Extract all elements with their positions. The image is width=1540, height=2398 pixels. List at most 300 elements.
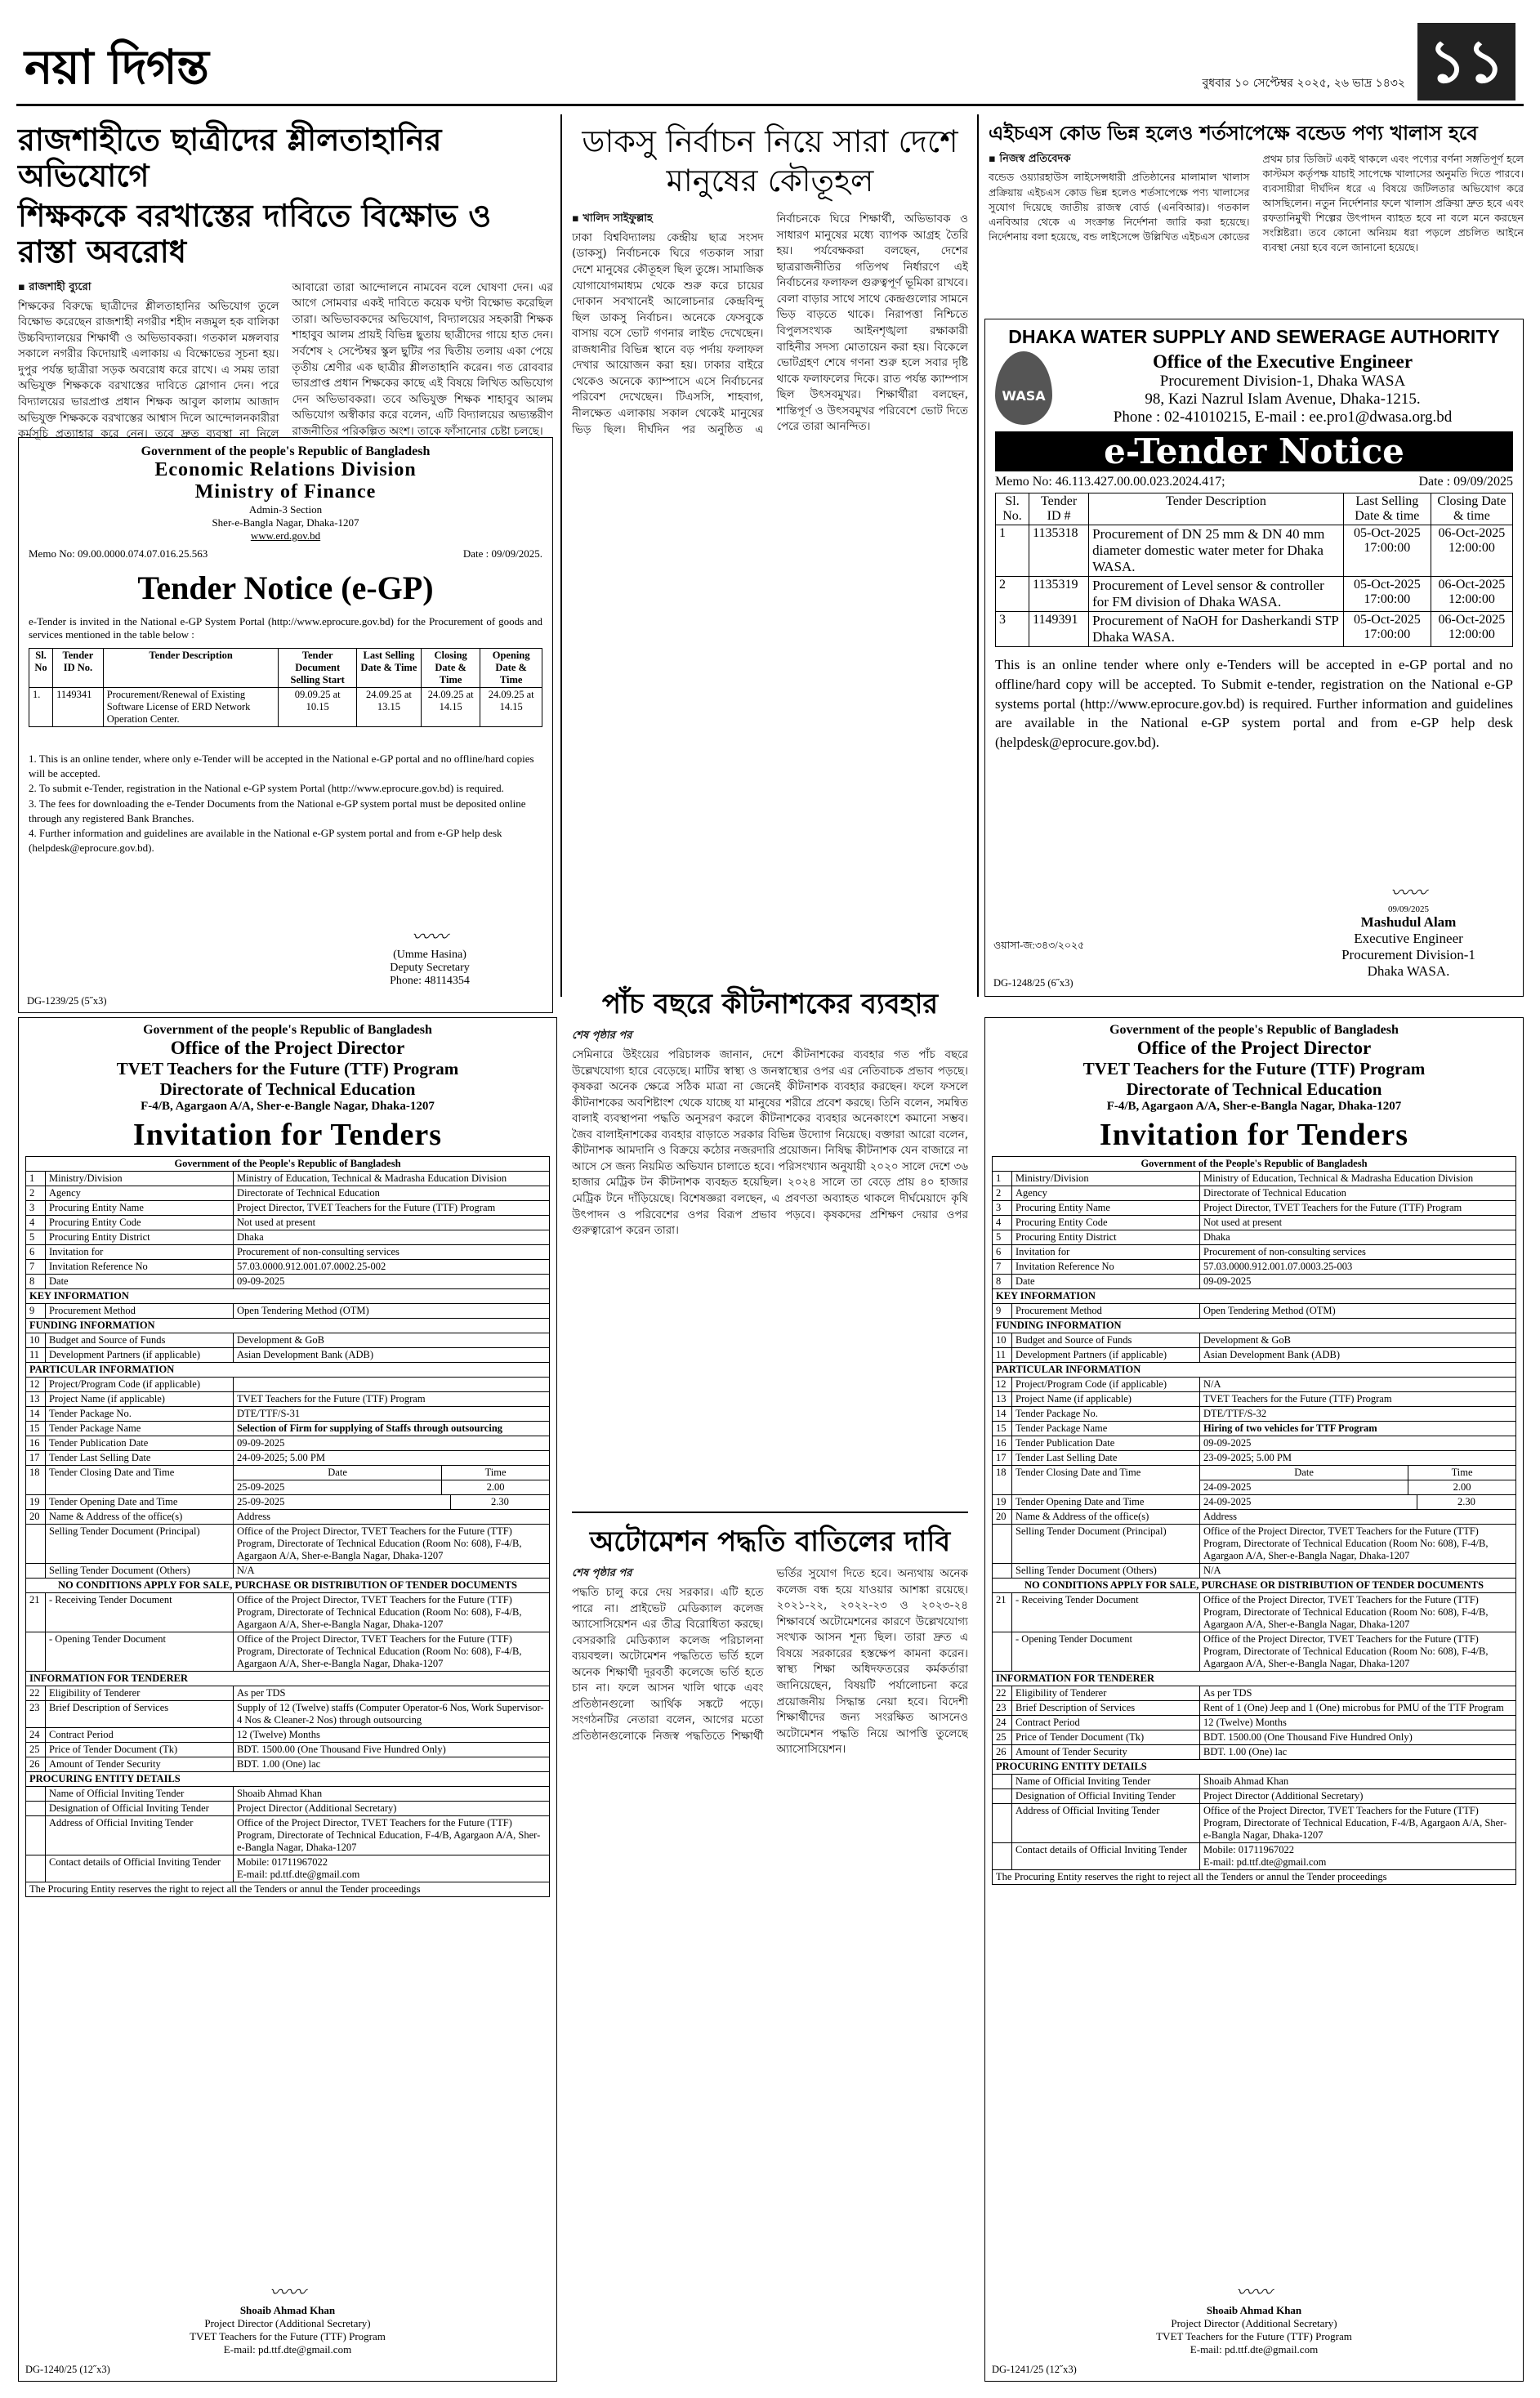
signature-icon: 〰〰 bbox=[411, 927, 448, 948]
section-label: FUNDING INFORMATION bbox=[26, 1319, 550, 1333]
reject-note: The Procuring Entity reserves the right to reject all the Tenders or annul the Tender proceedings bbox=[26, 1882, 550, 1897]
table-row bbox=[26, 1304, 550, 1319]
row-value: 09-09-2025 bbox=[234, 1275, 550, 1289]
erd-note: 4. Further information and guidelines are available in the National e-GP system portal and from e-GP help desk (helpdesk@eprocure.gov.bd). bbox=[29, 826, 502, 855]
masthead bbox=[16, 16, 1524, 106]
ttf-address: F-4/B, Agargaon A/A, Sher-e-Bangla Nagar, Dhaka-1207 bbox=[1106, 1100, 1402, 1113]
row-value: Mobile: 01711967022 E-mail: pd.ttf.dte@gmail.com bbox=[234, 1855, 550, 1882]
ttf-directorate: Directorate of Technical Education bbox=[1126, 1079, 1382, 1099]
ttf-title: Invitation for Tenders bbox=[1099, 1118, 1409, 1152]
wasa-td: 1135318 bbox=[1029, 525, 1089, 577]
date-header: Date bbox=[1200, 1466, 1408, 1480]
erd-table bbox=[29, 648, 542, 727]
table-row bbox=[993, 1451, 1516, 1466]
ttf-gov: Government of the people's Republic of Bangladesh bbox=[1109, 1023, 1399, 1037]
row-num: 14 bbox=[993, 1407, 1012, 1422]
row-value: Office of the Project Director, TVET Teachers for the Future (TTF) Program, Directorate of Technical Education, F-4/B, Agargaon A/A, Sher-e-Bangla Nagar, Dhaka-1207 bbox=[234, 1816, 550, 1855]
row-num: 8 bbox=[993, 1275, 1012, 1289]
ttf-signer-email: E-mail: pd.ttf.dte@gmail.com bbox=[223, 2343, 352, 2356]
ttf-signature-block bbox=[19, 2279, 556, 2356]
table-row bbox=[993, 1632, 1516, 1672]
table-row bbox=[26, 1201, 550, 1216]
table-row bbox=[26, 1816, 550, 1855]
wasa-division: Procurement Division-1, Dhaka WASA bbox=[1159, 373, 1406, 390]
row-label: Selling Tender Document (Principal) bbox=[46, 1525, 234, 1564]
table-row bbox=[26, 1245, 550, 1260]
row-label: Procuring Entity District bbox=[1012, 1230, 1200, 1245]
table-row bbox=[26, 1802, 550, 1816]
table-row bbox=[26, 1186, 550, 1201]
table-row bbox=[26, 1757, 550, 1772]
table-row bbox=[26, 1564, 550, 1579]
story-body bbox=[989, 152, 1524, 295]
time-header: Time bbox=[1408, 1466, 1515, 1480]
table-row bbox=[993, 1275, 1516, 1289]
opening-time: 2.30 bbox=[491, 1496, 509, 1507]
table-row bbox=[993, 1564, 1516, 1579]
row-num: 26 bbox=[26, 1757, 46, 1772]
row-num: 16 bbox=[993, 1436, 1012, 1451]
headline: ডাকসু নির্বাচন নিয়ে সারা দেশে মানুষের কৌতূহল bbox=[582, 123, 958, 199]
row-label: Name & Address of the office(s) bbox=[1012, 1510, 1200, 1525]
row-num: 22 bbox=[26, 1686, 46, 1701]
row-num: 24 bbox=[993, 1716, 1012, 1730]
wasa-td: 05-Oct-2025 17:00:00 bbox=[1343, 577, 1431, 612]
erd-th: Closing Date & Time bbox=[421, 649, 480, 688]
row-num: 15 bbox=[26, 1422, 46, 1436]
section-label: FUNDING INFORMATION bbox=[993, 1319, 1516, 1333]
row-value: Project Director (Additional Secretary) bbox=[234, 1802, 550, 1816]
row-value bbox=[234, 1466, 550, 1495]
wasa-th: Tender Description bbox=[1089, 493, 1344, 525]
row-num: 25 bbox=[993, 1730, 1012, 1745]
row-label: Designation of Official Inviting Tender bbox=[46, 1802, 234, 1816]
row-num: 16 bbox=[26, 1436, 46, 1451]
byline-text: খালিদ সাইফুল্লাহ bbox=[583, 212, 653, 225]
row-label: Procurement Method bbox=[46, 1304, 234, 1319]
erd-td: 24.09.25 at 13.15 bbox=[356, 688, 421, 727]
row-value: Project Director, TVET Teachers for the Future (TTF) Program bbox=[1200, 1201, 1516, 1216]
ttf-address: F-4/B, Agargaon A/A, Sher-e-Bangle Nagar, Dhaka-1207 bbox=[141, 1100, 435, 1113]
row-label: Selling Tender Document (Others) bbox=[46, 1564, 234, 1579]
signature-icon: 〰〰 bbox=[269, 2283, 306, 2303]
row-num: 26 bbox=[993, 1745, 1012, 1760]
row-num: 7 bbox=[26, 1260, 46, 1275]
row-label: Ministry/Division bbox=[1012, 1172, 1200, 1186]
erd-table-header bbox=[29, 649, 542, 688]
ttf-program: TVET Teachers for the Future (TTF) Program bbox=[1082, 1059, 1426, 1078]
row-label: Procuring Entity Name bbox=[46, 1201, 234, 1216]
story-body bbox=[572, 1029, 968, 1511]
row-label: Procuring Entity Name bbox=[1012, 1201, 1200, 1216]
row-value: Dhaka bbox=[234, 1230, 550, 1245]
row-label: Contract Period bbox=[1012, 1716, 1200, 1730]
row-value: Office of the Project Director, TVET Teachers for the Future (TTF) Program, Directorate of Technical Education (Room No: 608), F-4/B, Agargaon A/A, Sher-e-Bangla Nagar, Dhaka-1207 bbox=[1200, 1525, 1516, 1564]
row-value: N/A bbox=[1200, 1378, 1516, 1392]
row-num: 11 bbox=[26, 1348, 46, 1363]
row-label: Project Name (if applicable) bbox=[1012, 1392, 1200, 1407]
byline-text: নিজস্ব প্রতিবেদক bbox=[999, 152, 1071, 165]
row-num: 10 bbox=[993, 1333, 1012, 1348]
table-row bbox=[26, 1787, 550, 1802]
erd-notes bbox=[29, 752, 542, 855]
row-label: Procurement Method bbox=[1012, 1304, 1200, 1319]
wasa-signer: Mashudul Alam bbox=[1360, 914, 1457, 930]
row-label: Tender Last Selling Date bbox=[1012, 1451, 1200, 1466]
table-row bbox=[26, 1275, 550, 1289]
erd-ad-code: DG-1239/25 (5˝x3) bbox=[27, 995, 107, 1007]
row-value: BDT. 1500.00 (One Thousand Five Hundred Only) bbox=[234, 1743, 550, 1757]
row-value: As per TDS bbox=[1200, 1686, 1516, 1701]
table-row bbox=[26, 1436, 550, 1451]
story-text: শিক্ষকের বিরুদ্ধে ছাত্রীদের শ্লীলতাহানির অভিযোগ তুলে বিক্ষোভ করেছেন রাজশাহী নগরীর শহীদ নজমুল হক বালিকা উচ্চবিদ্যালয়ের শিক্ষার্থী ও অভিভাবকরা। গতকাল মঙ্গলবার সকালে নগরীর কিদোয়াই এলাকায় এ বিক্ষোভের সূচনা হয়। দুপুর পর্যন্ত ছাত্রীরা সড়ক অবরোধ করে রাখে। এ সময় তারা অভিযুক্ত শিক্ষককে বরখাস্তের দাবিতে স্লোগান দেন। পরে বিদ্যালয়ের ভারপ্রাপ্ত প্রধান শিক্ষক আবুল কালাম আজাদ অভিযুক্ত শিক্ষককে বরখাস্তের আশ্বাস দিলে আন্দোলনকারীরা কর্মসূচি প্রত্যাহার করে নেন। তবে দ্রুত ব্যবস্থা না নিলে আবারো তারা আন্দোলনে নামবেন বলে ঘোষণা দেন। এর আগে সোমবার একই দাবিতে কয়েক ঘণ্টা বিক্ষোভ করেছিল তারা। অভিভাবকদের অভিযোগ, বিদ্যালয়ের সহকারী শিক্ষক শাহাবুব আলম প্রায়ই বিভিন্ন ছুতায় ছাত্রীদের গায়ে হাত দেন। সর্বশেষ ২ সেপ্টেম্বর স্কুল ছুটির পর দ্বিতীয় তলায় একা পেয়ে তৃতীয় শ্রেণীর এক ছাত্রীর শ্লীলতাহানি করেন। গত রোববার ভারপ্রাপ্ত প্রধান শিক্ষকের কাছে এই বিষয়ে লিখিত অভিযোগ দেন অভিভাবকরা। তবে অভিযুক্ত শিক্ষক শাহাবুব আলম অভিযোগ অস্বীকার করে বলেন, এটি বিদ্যালয়ের অভ্যন্তরীণ রাজনীতির পরিকল্পিত অংশ। তাকে ফাঁসানোর চেষ্টা চলছে। bbox=[18, 280, 553, 441]
row-label: Date bbox=[46, 1275, 234, 1289]
row-value: Procurement of non-consulting services bbox=[1200, 1245, 1516, 1260]
row-label: Tender Package Name bbox=[1012, 1422, 1200, 1436]
table-row bbox=[26, 1686, 550, 1701]
erd-th: Tender Document Selling Start bbox=[279, 649, 357, 688]
row-label: Procuring Entity District bbox=[46, 1230, 234, 1245]
erd-td: 1149341 bbox=[53, 688, 104, 727]
wasa-td: 06-Oct-2025 12:00:00 bbox=[1431, 525, 1512, 577]
ttf-signer-title: TVET Teachers for the Future (TTF) Program bbox=[1156, 2330, 1352, 2342]
row-label: Eligibility of Tenderer bbox=[1012, 1686, 1200, 1701]
wasa-sig-date: 09/09/2025 bbox=[1387, 904, 1430, 914]
row-num: 14 bbox=[26, 1407, 46, 1422]
section-label: PROCURING ENTITY DETAILS bbox=[26, 1772, 550, 1787]
wasa-th: Tender ID # bbox=[1029, 493, 1089, 525]
table-row bbox=[993, 1392, 1516, 1407]
erd-th: Opening Date & Time bbox=[480, 649, 542, 688]
erd-td: 24.09.25 at 14.15 bbox=[421, 688, 480, 727]
ttf-tender-right bbox=[984, 1017, 1524, 2382]
wasa-td: Procurement of NaOH for Dasherkandi STP Dhaka WASA. bbox=[1089, 612, 1344, 647]
row-value: 57.03.0000.912.001.07.0003.25-003 bbox=[1200, 1260, 1516, 1275]
headline: অটোমেশন পদ্ধতি বাতিলের দাবি bbox=[589, 1525, 951, 1558]
continued-label: শেষ পৃষ্ঠার পর bbox=[572, 1029, 632, 1043]
story-text: পদ্ধতি চালু করে দেয় সরকার। এটি হতে পারে না। প্রাইভেট মেডিক্যাল কলেজ অ্যাসোসিয়েশন এর তীব্র বিরোধিতা করছে। বেসরকারি মেডিক্যাল কলেজ পরিচালনা ব্যয়বহুল। অটোমেশন পদ্ধতিতে ভর্তি হলে অনেক শিক্ষার্থী দূরবর্তী কলেজে ভর্তি হতে চান না। ফলে আসন খালি থাকে এবং প্রতিষ্ঠানগুলো আর্থিক সঙ্কটে পড়ে। সংগঠনটির নেতারা বলেন, আগের মতো প্রতিষ্ঠানগুলোকে নিজস্ব পদ্ধতিতে শিক্ষার্থী ভর্তির সুযোগ দিতে হবে। অন্যথায় অনেক কলেজ বন্ধ হয়ে যাওয়ার আশঙ্কা রয়েছে। ২০২১-২২, ২০২২-২৩ ও ২০২৩-২৪ শিক্ষাবর্ষে অটোমেশনের কারণে উল্লেখযোগ্য সংখ্যক আসন শূন্য ছিল। তারা দ্রুত এ বিষয়ে সরকারের হস্তক্ষেপ কামনা করেন। স্বাস্থ্য শিক্ষা অধিদফতরের কর্মকর্তারা জানিয়েছেন, বিষয়টি পর্যালোচনা করে প্রয়োজনীয় সিদ্ধান্ত নেয়া হবে। বিদেশী শিক্ষার্থীদের জন্য সংরক্ষিত আসনেও অটোমেশন পদ্ধতি নিয়ে আপত্তি তুলেছে অ্যাসোসিয়েশন। bbox=[572, 1567, 968, 1757]
wasa-memo-row bbox=[995, 475, 1513, 489]
row-value: Office of the Project Director, TVET Teachers for the Future (TTF) Program, Directorate of Technical Education (Room No: 608), F-4/B, Agargaon A/A, Sher-e-Bangla Nagar, Dhaka-1207 bbox=[234, 1632, 550, 1672]
erd-note: 3. The fees for downloading the e-Tender Documents from the National e-GP system portal must be deposited online through any registered Bank Branches. bbox=[29, 797, 526, 824]
erd-td: 1. bbox=[29, 688, 53, 727]
erd-phone: Phone: 48114354 bbox=[390, 975, 470, 987]
table-row bbox=[993, 1686, 1516, 1701]
time-header: Time bbox=[442, 1466, 549, 1480]
byline: ▪ রাজশাহী ব্যুরো bbox=[18, 280, 92, 293]
wasa-logo-icon: WASA bbox=[995, 351, 1052, 425]
wasa-th: Closing Date & time bbox=[1431, 493, 1512, 525]
row-num: 6 bbox=[993, 1245, 1012, 1260]
table-row bbox=[993, 1378, 1516, 1392]
wasa-header bbox=[995, 351, 1513, 426]
dateline: বুধবার ১০ সেপ্টেম্বর ২০২৫, ২৬ ভাদ্র ১৪৩২ bbox=[1202, 77, 1405, 90]
section-label: INFORMATION FOR TENDERER bbox=[26, 1672, 550, 1686]
row-num: 9 bbox=[993, 1304, 1012, 1319]
table-row bbox=[26, 1216, 550, 1230]
row-label: Address of Official Inviting Tender bbox=[46, 1816, 234, 1855]
table-row bbox=[993, 1260, 1516, 1275]
table-row bbox=[993, 1304, 1516, 1319]
row-label: Development Partners (if applicable) bbox=[46, 1348, 234, 1363]
row-value: Not used at present bbox=[1200, 1216, 1516, 1230]
row-label: - Opening Tender Document bbox=[1012, 1632, 1200, 1672]
byline: ▪ নিজস্ব প্রতিবেদক bbox=[989, 152, 1071, 165]
section-label: PROCURING ENTITY DETAILS bbox=[993, 1760, 1516, 1775]
row-value: 09-09-2025 bbox=[1200, 1275, 1516, 1289]
section-label: KEY INFORMATION bbox=[993, 1289, 1516, 1304]
row-value: 09-09-2025 bbox=[1200, 1436, 1516, 1451]
ttf-signer-title: Project Director (Additional Secretary) bbox=[204, 2317, 371, 2329]
wasa-th: Sl. No. bbox=[996, 493, 1029, 525]
row-label: Price of Tender Document (Tk) bbox=[46, 1743, 234, 1757]
row-value: Project Director, TVET Teachers for the Future (TTF) Program bbox=[234, 1201, 550, 1216]
row-num: 24 bbox=[26, 1728, 46, 1743]
erd-section: Admin-3 Section bbox=[248, 503, 323, 516]
wasa-td: 1135319 bbox=[1029, 577, 1089, 612]
row-num: 8 bbox=[26, 1275, 46, 1289]
table-row: 19 Tender Opening Date and Time 25-09-2025 2.30 bbox=[26, 1495, 550, 1510]
erd-td: 24.09.25 at 14.15 bbox=[480, 688, 542, 727]
ttf-table bbox=[25, 1156, 550, 1897]
row-value: Dhaka bbox=[1200, 1230, 1516, 1245]
section-label: NO CONDITIONS APPLY FOR SALE, PURCHASE OR DISTRIBUTION OF TENDER DOCUMENTS bbox=[26, 1579, 550, 1593]
table-row bbox=[26, 1422, 550, 1436]
wasa-ref: ওয়াসা-জ:৩৪৩/২০২৫ bbox=[993, 940, 1085, 951]
row-label: Tender Publication Date bbox=[1012, 1436, 1200, 1451]
story-body bbox=[572, 1566, 968, 2371]
table-row bbox=[996, 577, 1513, 612]
story-text: সেমিনারে উইংয়ের পরিচালক জানান, দেশে কীটনাশকের ব্যবহার গত পাঁচ বছরে উল্লেখযোগ্য হারে বেড়েছে। মাটির স্বাস্থ্য ও জনস্বাস্থ্যের ওপর এর নেতিবাচক প্রভাব পড়ছে। কৃষকরা অনেক ক্ষেত্রে সঠিক মাত্রা না জেনেই কীটনাশক ব্যবহার করছেন। ফলে ফসলে কীটনাশকের অবশিষ্টাংশ থেকে যাচ্ছে যা মানুষের শরীরে প্রবেশ করছে। তিনি বলেন, সমন্বিত বালাই ব্যবস্থাপনা পদ্ধতি অনুসরণ করলে কীটনাশকের ব্যবহার অনেকাংশে কমানো সম্ভব। জৈব বালাইনাশকের ব্যবহার বাড়াতে সরকার বিভিন্ন উদ্যোগ নিয়েছে। বক্তারা আরো বলেন, কীটনাশক আমদানি ও বিক্রয়ে কঠোর নজরদারি প্রয়োজন। নিষিদ্ধ কীটনাশক যেন বাজারে না আসে সে জন্য নিয়মিত অভিযান চালাতে হবে। পরিসংখ্যান অনুযায়ী ২০২০ সালে দেশে ৩৬ হাজার মেট্রিক টন কীটনাশক ব্যবহৃত হয়েছিল। ২০২৪ সালে তা বেড়ে প্রায় ৪০ হাজার মেট্রিক টনে দাঁড়িয়েছে। বিশেষজ্ঞরা বলছেন, এ প্রবণতা অব্যাহত থাকলে দীর্ঘমেয়াদে কৃষি উৎপাদন ও পরিবেশের ওপর বিরূপ প্রভাব পড়বে। কৃষকদের প্রশিক্ষণ দেয়ার ওপর গুরুত্বারোপ করেন তারা। bbox=[572, 1047, 968, 1238]
row-label: Address of Official Inviting Tender bbox=[1012, 1804, 1200, 1843]
row-num: 13 bbox=[993, 1392, 1012, 1407]
row-num: 1 bbox=[26, 1172, 46, 1186]
reject-note: The Procuring Entity reserves the right to reject all the Tenders or annul the Tender proceedings bbox=[993, 1870, 1516, 1885]
row-label: Tender Package Name bbox=[46, 1422, 234, 1436]
table-row bbox=[993, 1333, 1516, 1348]
row-label: Contract Period bbox=[46, 1728, 234, 1743]
ttf-table-head: Government of the People's Republic of Bangladesh bbox=[993, 1157, 1516, 1172]
row-num: 9 bbox=[26, 1304, 46, 1319]
wasa-td: Procurement of DN 25 mm & DN 40 mm diameter domestic water meter for Dhaka WASA. bbox=[1089, 525, 1344, 577]
table-row bbox=[993, 1843, 1516, 1870]
row-num: 13 bbox=[26, 1392, 46, 1407]
row-value: Ministry of Education, Technical & Madrasha Education Division bbox=[234, 1172, 550, 1186]
wasa-org: DHAKA WATER SUPPLY AND SEWERAGE AUTHORITY bbox=[1008, 326, 1500, 347]
closing-date: 24-09-2025 bbox=[1200, 1480, 1408, 1495]
table-row bbox=[993, 1701, 1516, 1716]
row-label: Agency bbox=[46, 1186, 234, 1201]
date-header: Date bbox=[234, 1466, 442, 1480]
closing-date: 25-09-2025 bbox=[234, 1480, 442, 1495]
row-value: 09-09-2025 bbox=[234, 1436, 550, 1451]
table-row: 20 Name & Address of the office(s) Address bbox=[26, 1510, 550, 1525]
column-divider bbox=[560, 114, 562, 997]
row-value: Asian Development Bank (ADB) bbox=[234, 1348, 550, 1363]
ttf-signer: Shoaib Ahmad Khan bbox=[1206, 2304, 1302, 2316]
closing-time: 2.00 bbox=[1408, 1480, 1515, 1495]
erd-tender-notice bbox=[18, 437, 553, 1013]
table-row bbox=[26, 1632, 550, 1672]
row-label: Budget and Source of Funds bbox=[1012, 1333, 1200, 1348]
row-label: Procuring Entity Code bbox=[1012, 1216, 1200, 1230]
row-label: - Opening Tender Document bbox=[46, 1632, 234, 1672]
wasa-title: e-Tender Notice bbox=[995, 431, 1513, 471]
row-label: Price of Tender Document (Tk) bbox=[1012, 1730, 1200, 1745]
erd-signer-title: Deputy Secretary bbox=[390, 962, 470, 974]
erd-memo: Memo No: 09.00.0000.074.07.016.25.563 bbox=[29, 547, 208, 560]
erd-signature-block bbox=[340, 923, 520, 988]
row-value: BDT. 1.00 (One) lac bbox=[234, 1757, 550, 1772]
row-num: 4 bbox=[993, 1216, 1012, 1230]
table-row bbox=[26, 1172, 550, 1186]
wasa-office: Office of the Executive Engineer bbox=[1152, 351, 1413, 372]
continued-label: শেষ পৃষ্ঠার পর bbox=[572, 1567, 632, 1580]
table-row: 21 - Receiving Tender Document Office of the Project Director, TVET Teachers for the Future (TTF) Program, Directorate of Technical Education (Room No: 608), F-4/B, Agargaon A/A, Sher-e-Bangla Nagar, Dhaka-1207 bbox=[26, 1593, 550, 1632]
table-row bbox=[26, 1855, 550, 1882]
ttf-office: Office of the Project Director bbox=[170, 1038, 405, 1058]
table-row bbox=[26, 1230, 550, 1245]
wasa-signer-title: Executive Engineer bbox=[1354, 931, 1463, 946]
page-number: ১১ bbox=[1417, 23, 1515, 100]
row-value: Open Tendering Method (OTM) bbox=[1200, 1304, 1516, 1319]
wasa-office-block bbox=[1052, 351, 1513, 426]
table-row bbox=[26, 1451, 550, 1466]
ttf-signer-title: Project Director (Additional Secretary) bbox=[1171, 2317, 1337, 2329]
table-row bbox=[993, 1716, 1516, 1730]
table-row bbox=[993, 1422, 1516, 1436]
row-value: Asian Development Bank (ADB) bbox=[1200, 1348, 1516, 1363]
table-row: 21 - Receiving Tender Document Office of the Project Director, TVET Teachers for the Future (TTF) Program, Directorate of Technical Education (Room No: 608), F-4/B, Agargaon A/A, Sher-e-Bangla Nagar, Dhaka-1207 bbox=[993, 1593, 1516, 1632]
table-row: 18 Tender Closing Date and Time Date Time 25-09-2025 2.00 bbox=[26, 1466, 550, 1495]
wasa-table-header bbox=[996, 493, 1513, 525]
table-row bbox=[26, 1407, 550, 1422]
row-label: Name & Address of the office(s) bbox=[46, 1510, 234, 1525]
story-ducsu bbox=[572, 123, 968, 967]
wasa-signer-title: Procurement Division-1 bbox=[1341, 947, 1475, 962]
row-value: 57.03.0000.912.001.07.0002.25-002 bbox=[234, 1260, 550, 1275]
table-row bbox=[993, 1745, 1516, 1760]
section-label: NO CONDITIONS APPLY FOR SALE, PURCHASE OR DISTRIBUTION OF TENDER DOCUMENTS bbox=[993, 1579, 1516, 1593]
row-label: Amount of Tender Security bbox=[46, 1757, 234, 1772]
row-num: 2 bbox=[26, 1186, 46, 1201]
row-value: DTE/TTF/S-31 bbox=[234, 1407, 550, 1422]
table-row bbox=[26, 1260, 550, 1275]
table-row bbox=[993, 1186, 1516, 1201]
row-value: Supply of 12 (Twelve) staffs (Computer Operator-6 Nos, Work Supervisor-4 Nos & Cleaner-2 Nos) through outsourcing bbox=[234, 1701, 550, 1728]
row-value: Mobile: 01711967022 E-mail: pd.ttf.dte@gmail.com bbox=[1200, 1843, 1516, 1870]
wasa-td: 06-Oct-2025 12:00:00 bbox=[1431, 577, 1512, 612]
row-num: 10 bbox=[26, 1333, 46, 1348]
row-value: Ministry of Education, Technical & Madrasha Education Division bbox=[1200, 1172, 1516, 1186]
erd-title: Tender Notice (e-GP) bbox=[137, 569, 434, 606]
table-row bbox=[26, 1525, 550, 1564]
table-row bbox=[993, 1245, 1516, 1260]
row-label: Tender Publication Date bbox=[46, 1436, 234, 1451]
ttf-office: Office of the Project Director bbox=[1136, 1038, 1372, 1058]
row-num: 6 bbox=[26, 1245, 46, 1260]
table-row bbox=[26, 1728, 550, 1743]
ttf-program: TVET Teachers for the Future (TTF) Program bbox=[116, 1059, 459, 1078]
row-label: Tender Closing Date and Time bbox=[46, 1466, 234, 1495]
table-row: 19 Tender Opening Date and Time 24-09-2025 2.30 bbox=[993, 1495, 1516, 1510]
ttf-tender-left bbox=[18, 1017, 557, 2382]
wasa-td: 1 bbox=[996, 525, 1029, 577]
row-label: Date bbox=[1012, 1275, 1200, 1289]
ttf-ad-code: DG-1241/25 (12˝x3) bbox=[992, 2364, 1077, 2375]
row-value: 12 (Twelve) Months bbox=[234, 1728, 550, 1743]
table-row bbox=[993, 1348, 1516, 1363]
table-row bbox=[26, 1392, 550, 1407]
row-num: 12 bbox=[993, 1378, 1012, 1392]
row-label: Ministry/Division bbox=[46, 1172, 234, 1186]
table-row bbox=[26, 1333, 550, 1348]
table-row bbox=[993, 1730, 1516, 1745]
section-label: KEY INFORMATION bbox=[26, 1289, 550, 1304]
row-value: N/A bbox=[234, 1564, 550, 1579]
wasa-signature-block bbox=[1310, 879, 1507, 980]
erd-division: Economic Relations Division bbox=[154, 459, 417, 480]
headline: পাঁচ বছরে কীটনাশকের ব্যবহার bbox=[601, 988, 939, 1020]
row-label: Invitation for bbox=[1012, 1245, 1200, 1260]
closing-time: 2.00 bbox=[442, 1480, 549, 1495]
row-value: Rent of 1 (One) Jeep and 1 (One) microbus for PMU of the TTF Program bbox=[1200, 1701, 1516, 1716]
row-num: 22 bbox=[993, 1686, 1012, 1701]
ttf-signer-email: E-mail: pd.ttf.dte@gmail.com bbox=[1190, 2343, 1319, 2356]
row-label: Project/Program Code (if applicable) bbox=[1012, 1378, 1200, 1392]
row-label: Project Name (if applicable) bbox=[46, 1392, 234, 1407]
table-row bbox=[996, 525, 1513, 577]
ttf-signer-title: TVET Teachers for the Future (TTF) Program bbox=[190, 2330, 386, 2342]
table-row bbox=[993, 1201, 1516, 1216]
wasa-td: 05-Oct-2025 17:00:00 bbox=[1343, 525, 1431, 577]
story-text: ঢাকা বিশ্ববিদ্যালয় কেন্দ্রীয় ছাত্র সংসদ (ডাকসু) নির্বাচনকে ঘিরে গতকাল সারা দেশে মানুষের কৌতূহল ছিল তুঙ্গে। সামাজিক যোগাযোগমাধ্যম থেকে শুরু করে চায়ের দোকান সবখানেই আলোচনার কেন্দ্রবিন্দু ছিল ডাকসু নির্বাচন। অনেকে ফেসবুকে বাসায় বসে ভোট গণনার লাইভ দেখেছেন। রাজধানীর বিভিন্ন স্থানে বড় পর্দায় ফলাফল দেখার আয়োজন করা হয়। ঢাকার বাইরে থেকেও অনেকে ক্যাম্পাসে এসে নির্বাচনের পরিবেশ দেখেছেন। টিএসসি, শাহবাগ, নীলক্ষেত এলাকায় সকাল থেকেই মানুষের ভিড় ছিল। দীর্ঘদিন পর অনুষ্ঠিত এ নির্বাচনকে ঘিরে শিক্ষার্থী, অভিভাবক ও সাধারণ মানুষের মধ্যে ব্যাপক আগ্রহ তৈরি হয়। পর্যবেক্ষকরা বলছেন, দেশের ছাত্ররাজনীতির গতিপথ নির্ধারণে এই নির্বাচনের ফলাফল গুরুত্বপূর্ণ ভূমিকা রাখবে। বেলা বাড়ার সাথে সাথে কেন্দ্রগুলোর সামনে ভিড় বাড়তে থাকে। নিরাপত্তা নিশ্চিতে বিপুলসংখ্যক আইনশৃঙ্খলা রক্ষাকারী বাহিনীর সদস্য মোতায়েন করা হয়। বিকেলে ভোটগ্রহণ শেষে গণনা শুরু হলে সবার দৃষ্টি থাকে ফলাফলের দিকে। রাত পর্যন্ত ক্যাম্পাস ছিল উৎসবমুখর। শিক্ষার্থীরা বলছেন, শান্তিপূর্ণ ও উৎসবমুখর পরিবেশে ভোট দিতে পেরে তারা আনন্দিত। bbox=[572, 212, 968, 436]
table-row bbox=[993, 1407, 1516, 1422]
row-value: Procurement of non-consulting services bbox=[234, 1245, 550, 1260]
wasa-signer-title: Dhaka WASA. bbox=[1367, 963, 1450, 979]
row-value: Not used at present bbox=[234, 1216, 550, 1230]
headline-line1: রাজশাহীতে ছাত্রীদের শ্লীলতাহানির অভিযোগে bbox=[18, 122, 442, 194]
row-label: Development Partners (if applicable) bbox=[1012, 1348, 1200, 1363]
table-row bbox=[993, 1789, 1516, 1804]
row-value: 23-09-2025; 5.00 PM bbox=[1200, 1451, 1516, 1466]
row-value: Development & GoB bbox=[1200, 1333, 1516, 1348]
row-label: Tender Package No. bbox=[46, 1407, 234, 1422]
ttf-title: Invitation for Tenders bbox=[132, 1118, 443, 1152]
table-row: 18 Tender Closing Date and Time Date Time 24-09-2025 2.00 bbox=[993, 1466, 1516, 1495]
wasa-memo: Memo No: 46.113.427.00.00.023.2024.417; bbox=[995, 475, 1225, 489]
signature-icon: 〰〰 bbox=[1390, 883, 1426, 904]
row-num: 3 bbox=[26, 1201, 46, 1216]
row-label: Agency bbox=[1012, 1186, 1200, 1201]
table-row: 20 Name & Address of the office(s) Address bbox=[993, 1510, 1516, 1525]
row-value: 12 (Twelve) Months bbox=[1200, 1716, 1516, 1730]
row-value: TVET Teachers for the Future (TTF) Program bbox=[1200, 1392, 1516, 1407]
erd-note: 1. This is an online tender, where only e-Tender will be accepted in the National e-GP portal and no offline/hard copies will be accepted. bbox=[29, 752, 534, 780]
row-num: 12 bbox=[26, 1378, 46, 1392]
row-label: Budget and Source of Funds bbox=[46, 1333, 234, 1348]
table-row bbox=[993, 1172, 1516, 1186]
erd-web[interactable]: www.erd.gov.bd bbox=[250, 529, 321, 542]
newspaper-logo: নয়া দিগন্ত bbox=[25, 39, 208, 95]
erd-memo-row bbox=[29, 547, 542, 560]
row-label: Tender Package No. bbox=[1012, 1407, 1200, 1422]
row-value: Open Tendering Method (OTM) bbox=[234, 1304, 550, 1319]
row-num: 17 bbox=[26, 1451, 46, 1466]
erd-th: Tender ID No. bbox=[53, 649, 104, 688]
row-value: 24-09-2025; 5.00 PM bbox=[234, 1451, 550, 1466]
row-label: Invitation Reference No bbox=[46, 1260, 234, 1275]
